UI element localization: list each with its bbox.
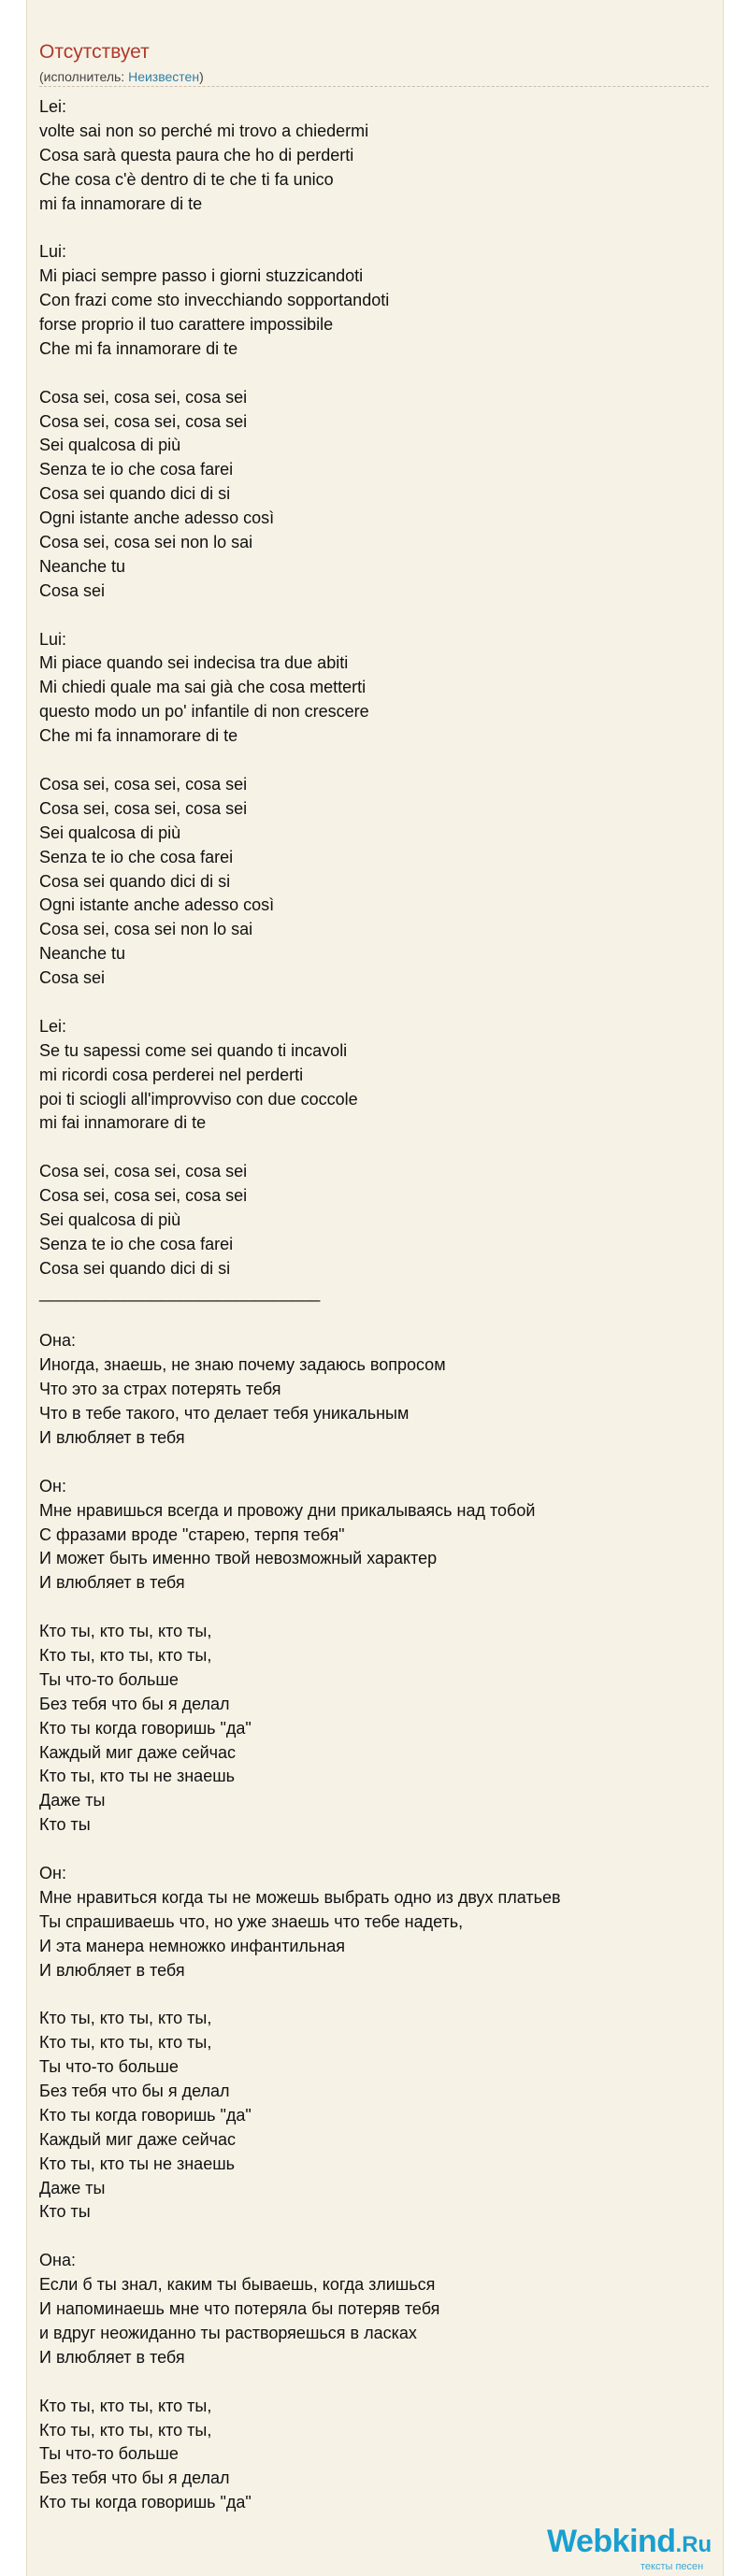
lyric-line: Каждый миг даже сейчас <box>39 2129 237 2149</box>
lyric-line: Без тебя что бы я делал <box>39 1694 230 1713</box>
logo-text: Webkind <box>547 2524 676 2559</box>
lyric-line <box>39 991 709 1015</box>
lyric-line: Mi piaci sempre passo i giorni stuzzicandoti <box>39 266 364 286</box>
lyric-line: Мне нравишься всегда и провожу дни прикалываясь над тобой <box>39 1500 536 1520</box>
lyric-line: mi ricordi cosa perderei nel perderti <box>39 1065 304 1084</box>
lyric-line: Lui: <box>39 242 67 262</box>
lyric-line: poi ti sciogli all'improvviso con due coccole <box>39 1089 358 1109</box>
logo-tagline: тексты песен <box>640 2561 704 2572</box>
lyrics-body <box>39 95 709 2515</box>
lyric-line: Cosa sei, cosa sei, cosa sei <box>39 1186 248 1206</box>
lyric-line: Neanche tu <box>39 556 126 576</box>
logo-tld: .Ru <box>675 2532 712 2557</box>
lyric-line: Cosa sei, cosa sei non lo sai <box>39 533 253 552</box>
lyric-line: Кто ты, кто ты, кто ты, <box>39 2420 212 2440</box>
lyric-line: Кто ты, кто ты, кто ты, <box>39 2396 212 2415</box>
lyric-line: Без тебя что бы я делал <box>39 2469 230 2488</box>
lyric-line: mi fai innamorare di te <box>39 1113 207 1133</box>
lyric-line: Она: <box>39 2251 76 2270</box>
lyric-line: Ogni istante anche adesso così <box>39 895 275 915</box>
lyric-line: Lui: <box>39 629 67 649</box>
lyric-line: И напоминаешь мне что потеряла бы потеряв тебя <box>39 2299 440 2319</box>
lyric-line: Mi chiedi quale ma sai già che cosa metterti <box>39 678 367 697</box>
lyric-line <box>39 1838 709 1862</box>
lyric-line: Cosa sei <box>39 580 106 600</box>
lyric-line: Если б ты знал, каким ты бываешь, когда злишься <box>39 2275 436 2295</box>
lyric-line: Se tu sapessi come sei quando ti incavoli <box>39 1040 348 1060</box>
lyric-line <box>39 1596 709 1620</box>
lyric-line: Что это за страх потерять тебя <box>39 1380 281 1399</box>
lyric-line: Con frazi come sto invecchiando sopportandoti <box>39 291 390 310</box>
lyric-line: Che mi fa innamorare di te <box>39 338 238 358</box>
lyric-line: Кто ты, кто ты, кто ты, <box>39 1646 212 1665</box>
lyric-line: Он: <box>39 1864 66 1883</box>
lyric-line <box>39 1136 709 1160</box>
lyric-line: Что в тебе такого, что делает тебя уникальным <box>39 1404 410 1424</box>
lyric-line: Кто ты <box>39 1815 91 1835</box>
lyric-line: Cosa sei, cosa sei, cosa sei <box>39 798 248 818</box>
lyric-line: Ты что-то больше <box>39 2057 179 2077</box>
lyric-line: Che mi fa innamorare di te <box>39 726 238 746</box>
lyric-line: Sei qualcosa di più <box>39 1209 181 1229</box>
lyric-line <box>39 749 709 773</box>
lyric-line <box>39 216 709 240</box>
lyric-line: volte sai non so perché mi trovo a chiedermi <box>39 121 369 140</box>
lyric-line: Каждый миг даже сейчас <box>39 1742 237 1762</box>
artist-prefix: (исполнитель: <box>39 69 129 84</box>
lyric-line: Lei: <box>39 97 67 116</box>
lyric-line: Cosa sei quando dici di si <box>39 1258 231 1278</box>
lyric-line: Кто ты <box>39 2202 91 2222</box>
lyric-line: Cosa sei quando dici di si <box>39 871 231 891</box>
lyric-line: questo modo un po' infantile di non crescere <box>39 702 369 722</box>
lyric-line: Кто ты, кто ты, кто ты, <box>39 2009 212 2028</box>
lyric-line: Без тебя что бы я делал <box>39 2082 230 2101</box>
lyric-line: Ты спрашиваешь что, но уже знаешь что тебе надеть, <box>39 1911 464 1931</box>
lyric-line: Neanche tu <box>39 944 126 964</box>
site-logo[interactable] <box>547 2524 712 2572</box>
lyric-line: Cosa sei <box>39 968 106 988</box>
lyric-line: Che cosa c'è dentro di te che ti fa unico <box>39 169 334 189</box>
artist-line <box>39 69 204 84</box>
lyric-line: Ты что-то больше <box>39 2444 179 2464</box>
lyric-line: Она: <box>39 1331 76 1351</box>
song-title: Отсутствует <box>39 41 150 63</box>
lyric-line: Cosa sei, cosa sei non lo sai <box>39 920 253 939</box>
lyric-line: Sei qualcosa di più <box>39 823 181 842</box>
lyric-line <box>39 1982 709 2007</box>
lyric-line <box>39 2225 709 2249</box>
lyric-line: И влюбляет в тебя <box>39 2347 185 2367</box>
lyric-line <box>39 362 709 386</box>
artist-link[interactable]: Неизвестен <box>128 69 200 84</box>
lyric-line: Кто ты когда говоришь "да" <box>39 2493 252 2512</box>
lyric-line: И влюбляет в тебя <box>39 1573 185 1593</box>
lyric-line: Cosa sei, cosa sei, cosa sei <box>39 411 248 431</box>
lyric-line: Lei: <box>39 1016 67 1036</box>
header-divider <box>39 86 709 87</box>
lyric-line <box>39 2370 709 2395</box>
lyric-line: Кто ты, кто ты, кто ты, <box>39 2033 212 2053</box>
lyric-line <box>39 1451 709 1475</box>
lyric-line: Он: <box>39 1476 66 1496</box>
lyric-line: И эта манера немножко инфантильная <box>39 1936 345 1955</box>
lyric-line <box>39 604 709 628</box>
lyric-line: Senza te io che cosa farei <box>39 847 234 866</box>
lyric-line: И влюбляет в тебя <box>39 1960 185 1980</box>
lyric-line: Мне нравиться когда ты не можешь выбрать одно из двух платьев <box>39 1887 561 1907</box>
lyric-line: Даже ты <box>39 1791 106 1810</box>
lyric-line: Cosa sarà questa paura che ho di perderti <box>39 145 354 165</box>
lyric-line: С фразами вроде "старею, терпя тебя" <box>39 1524 345 1544</box>
lyric-line: Кто ты, кто ты, кто ты, <box>39 1622 212 1641</box>
lyric-line: и вдруг неожиданно ты растворяешься в ласках <box>39 2323 417 2342</box>
artist-suffix: ) <box>199 69 204 84</box>
lyric-line: Sei qualcosa di più <box>39 436 181 455</box>
lyric-line: Иногда, знаешь, не знаю почему задаюсь вопросом <box>39 1355 446 1375</box>
lyric-line: И влюбляет в тебя <box>39 1427 185 1447</box>
lyric-line: ______________________________ <box>39 1282 321 1302</box>
lyric-line: Mi piace quando sei indecisa tra due abiti <box>39 653 349 673</box>
lyric-line: И может быть именно твой невозможный характер <box>39 1549 438 1568</box>
lyric-line: Кто ты, кто ты не знаешь <box>39 1767 236 1786</box>
lyric-line: mi fa innamorare di te <box>39 193 203 213</box>
lyric-line: Cosa sei, cosa sei, cosa sei <box>39 387 248 407</box>
lyric-line <box>39 1306 709 1330</box>
lyric-line: Ogni istante anche adesso così <box>39 508 275 528</box>
lyric-line: Senza te io che cosa farei <box>39 1234 234 1253</box>
lyric-line: Cosa sei, cosa sei, cosa sei <box>39 1162 248 1181</box>
lyric-line: Кто ты, кто ты не знаешь <box>39 2154 236 2173</box>
lyric-line: Cosa sei, cosa sei, cosa sei <box>39 774 248 794</box>
lyric-line: Ты что-то больше <box>39 1669 179 1689</box>
lyric-line: Даже ты <box>39 2178 106 2197</box>
lyric-line: Senza te io che cosa farei <box>39 460 234 479</box>
lyric-line: Кто ты когда говоришь "да" <box>39 1718 252 1738</box>
lyric-line: Cosa sei quando dici di si <box>39 484 231 504</box>
lyric-line: forse proprio il tuo carattere impossibile <box>39 315 334 335</box>
lyric-line: Кто ты когда говоришь "да" <box>39 2105 252 2125</box>
